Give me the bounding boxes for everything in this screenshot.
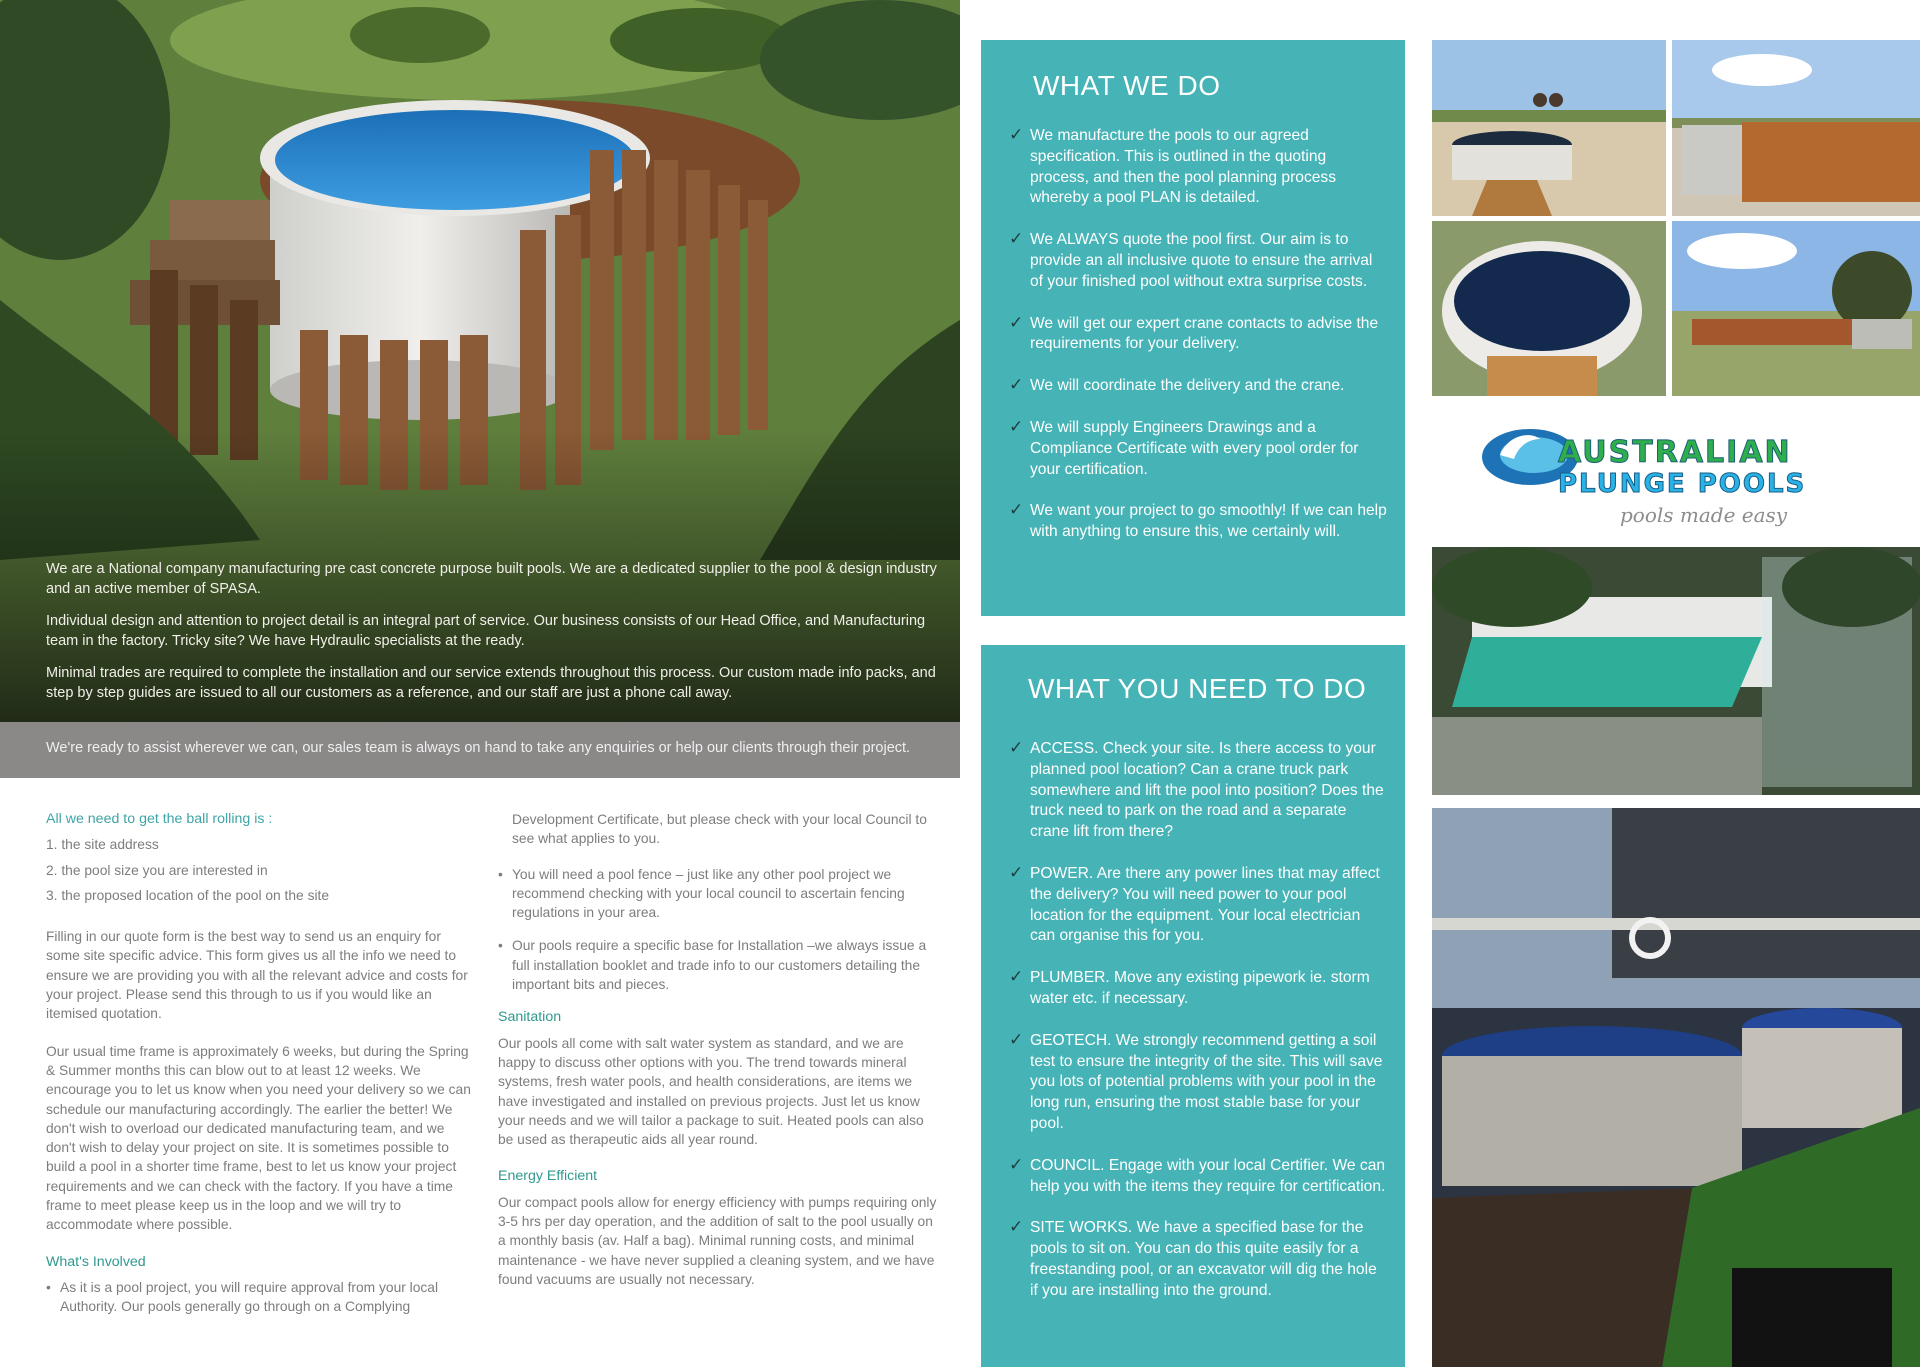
requirement-item: 3. the proposed location of the pool on the site: [46, 887, 330, 903]
rooftop-pools-image: [1432, 808, 1920, 1367]
check-icon: ✓: [1009, 375, 1024, 395]
check-icon: ✓: [1009, 125, 1024, 144]
what-we-do-title: WHAT WE DO: [1033, 70, 1221, 101]
photo-pool-timber-screen: [1672, 40, 1920, 216]
check-icon: ✓: [1009, 229, 1024, 249]
what-you-need-item: ✓ COUNCIL. Engage with your local Certifier. We can help you with the items they require for certification.: [1009, 1154, 1386, 1195]
fence-bullet: • You will need a pool fence – just like any other pool project we recommend checking with your local council to ascertain fencing regulations in your area.: [498, 865, 938, 923]
what-we-do-item: ✓ We will coordinate the delivery and the crane.: [1009, 375, 1345, 395]
involved-list: [46, 1278, 476, 1317]
what-we-do-panel: [981, 40, 1405, 616]
logo-word-plunge-pools: PLUNGE POOLS: [1558, 469, 1807, 499]
what-you-need-item: ✓ PLUMBER. Move any existing pipework ie. storm water etc. if necessary.: [1009, 967, 1370, 1007]
energy-text: Our compact pools allow for energy efficiency with pumps requiring only 3-5 hrs per day operation, and the addition of salt to the pool usually on a monthly basis (av. Half a bag). Minimal running costs, and minimal maintenance - we have never supplied a cleaning system, and we have found vacuums are usually not necessary.: [498, 1194, 937, 1287]
check-icon: ✓: [1009, 312, 1024, 332]
energy-heading: Energy Efficient: [498, 1168, 598, 1185]
australian-plunge-pools-logo: [1470, 425, 1850, 535]
what-we-do-item: ✓ We will get our expert crane contacts to advise the requirements for your delivery.: [1009, 312, 1379, 353]
hero-intro-text: [46, 560, 938, 716]
quote-form-paragraph: Filling in our quote form is the best way to send us an enquiry for some site specific advice. This form gives us all the info we need to ensure we are providing you with all the relevant advice and costs for your project. Please send this through to us if you would like an itemised quotation.: [46, 929, 468, 1022]
pool-boardwalk-image: [1432, 40, 1666, 216]
left-text-column: [46, 810, 476, 1331]
what-we-do-item: ✓ We manufacture the pools to our agreed specification. This is outlined in the quoting process, and then the pool planning process whereby a pool PLAN is detailed.: [1009, 125, 1337, 207]
fence-base-list: [498, 865, 938, 995]
check-icon: ✓: [1009, 738, 1024, 757]
intro-paragraph-3: Minimal trades are required to complete the installation and our service extends throughout this process. Our custom made info packs, and step by step guides are issued to all our customers as a reference, and our staff are just a phone call away.: [46, 665, 936, 701]
what-we-do-item: ✓ We ALWAYS quote the pool first. Our aim is to provide an all inclusive quote to ensure the arrival of your finished pool without extra surprise costs.: [1009, 229, 1373, 290]
requirement-item: 2. the pool size you are interested in: [46, 862, 268, 878]
what-we-do-item: ✓ We want your project to go smoothly! If we can help with anything to ensure this, we certainly will.: [1009, 500, 1387, 541]
middle-text-column: [498, 810, 938, 1307]
intro-paragraph-2: Individual design and attention to project detail is an integral part of service. Our business consists of our Head Office, and Manufacturing team in the factory. Tricky site? We have Hydraulic specialists at the ready.: [46, 613, 926, 649]
base-bullet: • Our pools require a specific base for Installation –we always issue a full installation booklet and trade info to our customers detailing the important bits and pieces.: [498, 936, 938, 994]
what-you-need-item: ✓ ACCESS. Check your site. Is there access to your planned pool location? Can a crane truck park somewhere and lift the pool into position? Does the truck need to park on the road and a separate crane lift from there?: [1009, 738, 1384, 841]
photo-rooftop-pools-night: [1432, 808, 1920, 1367]
check-icon: ✓: [1009, 1217, 1024, 1237]
intro-paragraph-1: We are a National company manufacturing pre cast concrete purpose built pools. We are a dedicated supplier to the pool & design industry and an active member of SPASA.: [46, 561, 937, 597]
photo-inground-pool-glass: [1432, 547, 1920, 795]
photo-pool-boardwalk: [1432, 40, 1666, 216]
hero-photo: [0, 0, 960, 778]
requirement-item: 1. the site address: [46, 837, 159, 853]
involved-bullet: • As it is a pool project, you will require approval from your local Authority. Our pools generally go through on a Complying: [46, 1278, 476, 1317]
check-icon: ✓: [1009, 500, 1024, 520]
logo-tagline: pools made easy: [1620, 503, 1788, 527]
check-icon: ✓: [1009, 416, 1024, 436]
sanitation-heading: Sanitation: [498, 1009, 562, 1026]
what-we-do-item: ✓ We will supply Engineers Drawings and a Compliance Certificate with every pool order for your certification.: [1009, 416, 1359, 478]
what-you-need-item: ✓ SITE WORKS. We have a specified base for the pools to sit on. You can do this quite easily for a freestanding pool, or an excavator will dig the hole if you are installing into the ground.: [1009, 1217, 1377, 1299]
check-icon: ✓: [1009, 967, 1024, 987]
council-continuation: Development Certificate, but please check with your local Council to see what applies to you.: [512, 812, 927, 847]
check-icon: ✓: [1009, 1029, 1024, 1049]
check-icon: ✓: [1009, 862, 1024, 882]
inground-pool-image: [1432, 547, 1920, 795]
logo-word-australian: AUSTRALIAN: [1558, 435, 1792, 470]
pool-interior-image: [1432, 221, 1666, 396]
whats-involved-heading: What's Involved: [46, 1253, 146, 1270]
pool-landscape-image: [1672, 221, 1920, 396]
time-frame-paragraph: Our usual time frame is approximately 6 weeks, but during the Spring & Summer months this can blow out to at least 12 weeks. We encourage you to let us know when you need your delivery so we can schedule our manufacturing accordingly. The earlier the better! We don't wish to overload our dedicated manufacturing team, and we don't wish to delay your project on site. It is sometimes possible to build a pool in a shorter time frame, best to let us know your project requirements and we can check with the factory. If you have a time frame to meet please keep us in the loop and we will try to accommodate where possible.: [46, 1043, 471, 1233]
photo-pool-interior: [1432, 221, 1666, 396]
what-you-need-item: ✓ GEOTECH. We strongly recommend getting a soil test to ensure the integrity of the site. This will save you lots of potential problems with your pool in the long run, ensuring the most stable base for your pool.: [1009, 1029, 1383, 1132]
sales-band: We're ready to assist wherever we can, our sales team is always on hand to take any enquiries or help our clients through their project.: [0, 722, 960, 778]
what-you-need-item: ✓ POWER. Are there any power lines that may affect the delivery? You will need power to your pool location for the equipment. Your local electrician can organise this for you.: [1009, 862, 1380, 945]
check-icon: ✓: [1009, 1154, 1024, 1174]
sanitation-text: Our pools all come with salt water system as standard, and we are happy to discuss other options with you. The trend towards mineral systems, fresh water pools, and health considerations, are items we have investigated and installed on previous projects. Just let us know your needs and we will tailor a package to suit. Heated pools can also be used as therapeutic aids all year round.: [498, 1035, 924, 1148]
what-you-need-panel: [981, 645, 1405, 1367]
what-you-need-title: WHAT YOU NEED TO DO: [1028, 673, 1367, 704]
photo-pool-landscape: [1672, 221, 1920, 396]
timber-screen-image: [1672, 40, 1920, 216]
ball-rolling-heading: All we need to get the ball rolling is :: [46, 811, 273, 827]
